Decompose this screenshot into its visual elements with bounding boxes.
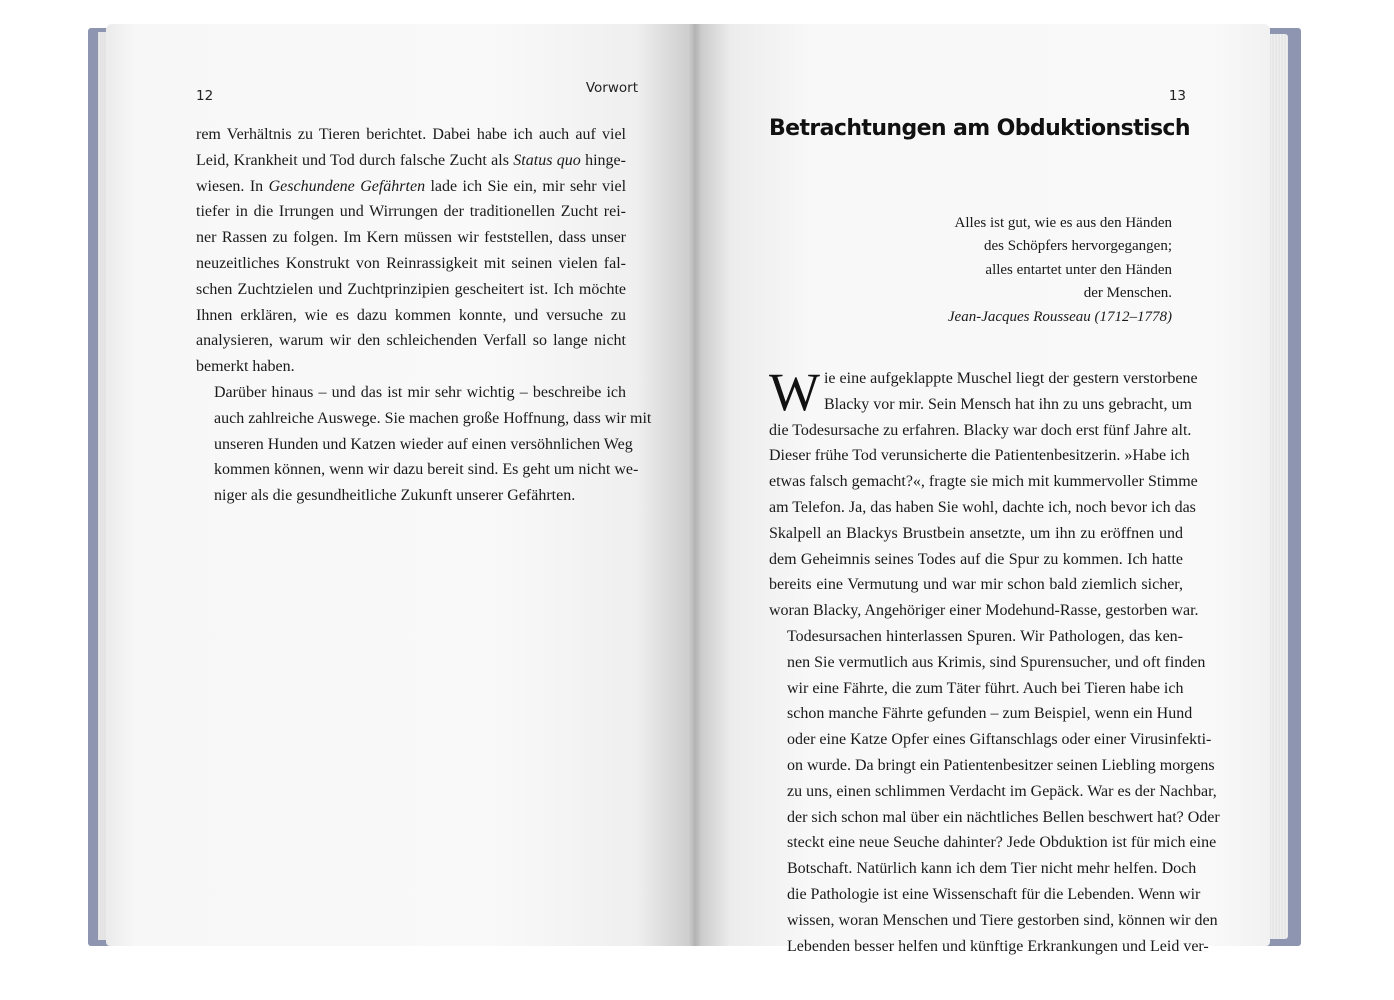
text-line (769, 650, 1206, 676)
text-line (769, 392, 1192, 418)
paragraph (769, 362, 1199, 624)
text-segment: wir eine Fährte, die zum Täter führt. Auch bei Tieren habe ich (787, 679, 1184, 697)
italic-text: Geschundene Gefährten (268, 177, 426, 195)
text-segment: analysieren, warum wir den schleichenden Verfall so lange nicht (196, 332, 626, 350)
text-line (196, 122, 626, 148)
epigraph-line: alles entartet unter den Händen (985, 261, 1172, 278)
text-segment: ner Rassen zu folgen. Im Kern müssen wir feststellen, dass unser (196, 229, 626, 247)
text-segment: etwas falsch gemacht?«, fragte sie mich mit kummervoller Stimme (769, 473, 1198, 491)
text-segment: lade ich Sie ein, mir sehr viel (425, 177, 627, 195)
text-segment: schon manche Fährte gefunden – zum Beispiel, wenn ein Hund (787, 705, 1193, 723)
text-segment: hinge- (580, 151, 626, 169)
text-segment: Dieser frühe Tod verunsicherte die Patientenbesitzerin. »Habe ich (769, 447, 1190, 465)
text-segment: on wurde. Da bringt ein Patientenbesitzer seinen Liebling morgens (787, 756, 1215, 774)
text-line (769, 908, 1218, 934)
text-segment: bereits eine Vermutung und war mir schon bald ziemlich sicher, (769, 576, 1183, 594)
text-line (196, 432, 633, 458)
text-line (196, 457, 639, 483)
text-segment: die Todesursache zu erfahren. Blacky war doch erst fünf Jahre alt. (769, 421, 1192, 439)
text-segment: tiefer in die Irrungen und Wirrungen der traditionellen Zucht rei- (196, 203, 626, 221)
text-line (769, 805, 1220, 831)
text-line (196, 380, 626, 406)
text-line (769, 779, 1217, 805)
epigraph-line: der Menschen. (1083, 285, 1172, 302)
paragraph (196, 380, 652, 509)
text-line (769, 882, 1201, 908)
text-segment: Lebenden besser helfen und künftige Erkrankungen und Leid ver- (787, 937, 1209, 955)
epigraph-line: des Schöpfers hervorgegangen; (984, 238, 1172, 255)
text-segment: der sich schon mal über ein nächtliches Bellen beschwert hat? Oder (787, 808, 1220, 826)
epigraph-attribution: Jean-Jacques Rousseau (1712–1778) (947, 308, 1172, 325)
text-line (769, 830, 1217, 856)
text-line (196, 225, 626, 251)
epigraph (948, 212, 1172, 329)
text-segment: zu uns, einen schlimmen Verdacht im Gepäck. War es der Nachbar, (787, 782, 1217, 800)
text-segment: die Pathologie ist eine Wissenschaft für die Lebenden. Wenn wir (787, 885, 1201, 903)
right-page (696, 24, 1270, 955)
text-line (196, 251, 626, 277)
text-line (769, 676, 1183, 702)
text-segment: kommen können, wenn wir dazu bereit sind. Es geht um nicht we- (214, 461, 639, 479)
text-line (769, 624, 1183, 650)
text-line (769, 443, 1190, 469)
text-line (196, 406, 652, 432)
text-segment: Skalpell an Blackys Brustbein ansetzte, um ihn zu eröffnen und (769, 524, 1183, 542)
text-line (769, 572, 1183, 598)
text-line (769, 701, 1193, 727)
text-line (196, 277, 626, 303)
text-line (769, 727, 1212, 753)
text-segment: woran Blacky, Angehöriger einer Modehund-Rasse, gestorben war. (769, 602, 1199, 620)
text-line (196, 354, 626, 380)
book-gutter (688, 24, 702, 946)
text-segment: am Telefon. Ja, das haben Sie wohl, dachte ich, noch bevor ich das (769, 498, 1196, 516)
left-page-body-text (196, 122, 652, 509)
text-line (196, 328, 626, 354)
text-segment: bemerkt haben. (196, 358, 295, 376)
text-line (769, 366, 1198, 392)
text-segment: Todesursachen hinterlassen Spuren. Wir Pathologen, das ken- (787, 627, 1183, 645)
text-line (769, 856, 1197, 882)
text-segment: ie eine aufgeklappte Muschel liegt der gestern verstorbene (823, 370, 1198, 387)
text-segment: rem Verhältnis zu Tieren berichtet. Dabei habe ich auch auf viel (196, 126, 626, 143)
text-segment: Darüber hinaus – und das ist mir sehr wichtig – beschreibe ich (214, 383, 626, 401)
text-line (196, 174, 626, 200)
text-segment: nen Sie vermutlich aus Krimis, sind Spurensucher, und oft finden (787, 653, 1206, 671)
text-segment: wiesen. In (196, 177, 269, 195)
text-segment: oder eine Katze Opfer eines Giftanschlags oder einer Virusinfekti- (787, 731, 1212, 749)
paragraph (196, 122, 626, 380)
chapter-title: Betrachtungen am Obduktionstisch (769, 116, 1190, 141)
text-segment: niger als die gesundheitliche Zukunft unserer Gefährten. (214, 487, 576, 505)
running-head: Vorwort (585, 80, 638, 96)
text-segment: wissen, woran Menschen und Tiere gestorben sind, können wir den (787, 911, 1218, 929)
text-line (769, 469, 1198, 495)
text-segment: Blacky vor mir. Sein Mensch hat ihn zu uns gebracht, um (823, 395, 1192, 413)
text-segment: unseren Hunden und Katzen wieder auf einen versöhnlichen Weg (214, 435, 633, 453)
text-segment: Botschaft. Natürlich kann ich dem Tier nicht mehr helfen. Doch (787, 860, 1197, 878)
text-line (769, 753, 1215, 779)
text-segment: Leid, Krankheit und Tod durch falsche Zucht als (196, 151, 514, 169)
text-line (196, 483, 626, 509)
right-page-body-text (769, 362, 1220, 959)
text-line (196, 303, 626, 329)
italic-text: Status quo (513, 151, 581, 169)
text-segment: dem Geheimnis seines Todes auf die Spur zu kommen. Ich hatte (769, 550, 1183, 568)
text-segment: auch zahlreiche Auswege. Sie machen große Hoffnung, dass wir mit (214, 409, 652, 427)
text-segment: Ihnen erklären, wie es dazu kommen konnte, und versuche zu (196, 306, 626, 324)
text-line (769, 521, 1183, 547)
left-page (106, 24, 696, 946)
paragraph (769, 624, 1220, 959)
page-number-right: 13 (1168, 88, 1186, 104)
text-line (196, 199, 626, 225)
text-line (196, 148, 626, 174)
text-segment: neuzeitliches Konstrukt von Reinrassigkeit mit seinen vielen fal- (196, 254, 626, 272)
text-line (769, 495, 1196, 521)
epigraph-line: Alles ist gut, wie es aus den Händen (954, 215, 1172, 231)
text-line (769, 934, 1209, 960)
text-segment: schen Zuchtzielen und Zuchtprinzipien gescheitert ist. Ich möchte (196, 280, 626, 298)
text-line (769, 547, 1183, 573)
text-line (769, 598, 1199, 624)
drop-cap: W (769, 362, 820, 422)
page-number-left: 12 (196, 88, 214, 104)
text-segment: steckt eine neue Seuche dahinter? Jede Obduktion ist für mich eine (787, 834, 1217, 852)
text-line (769, 418, 1192, 444)
